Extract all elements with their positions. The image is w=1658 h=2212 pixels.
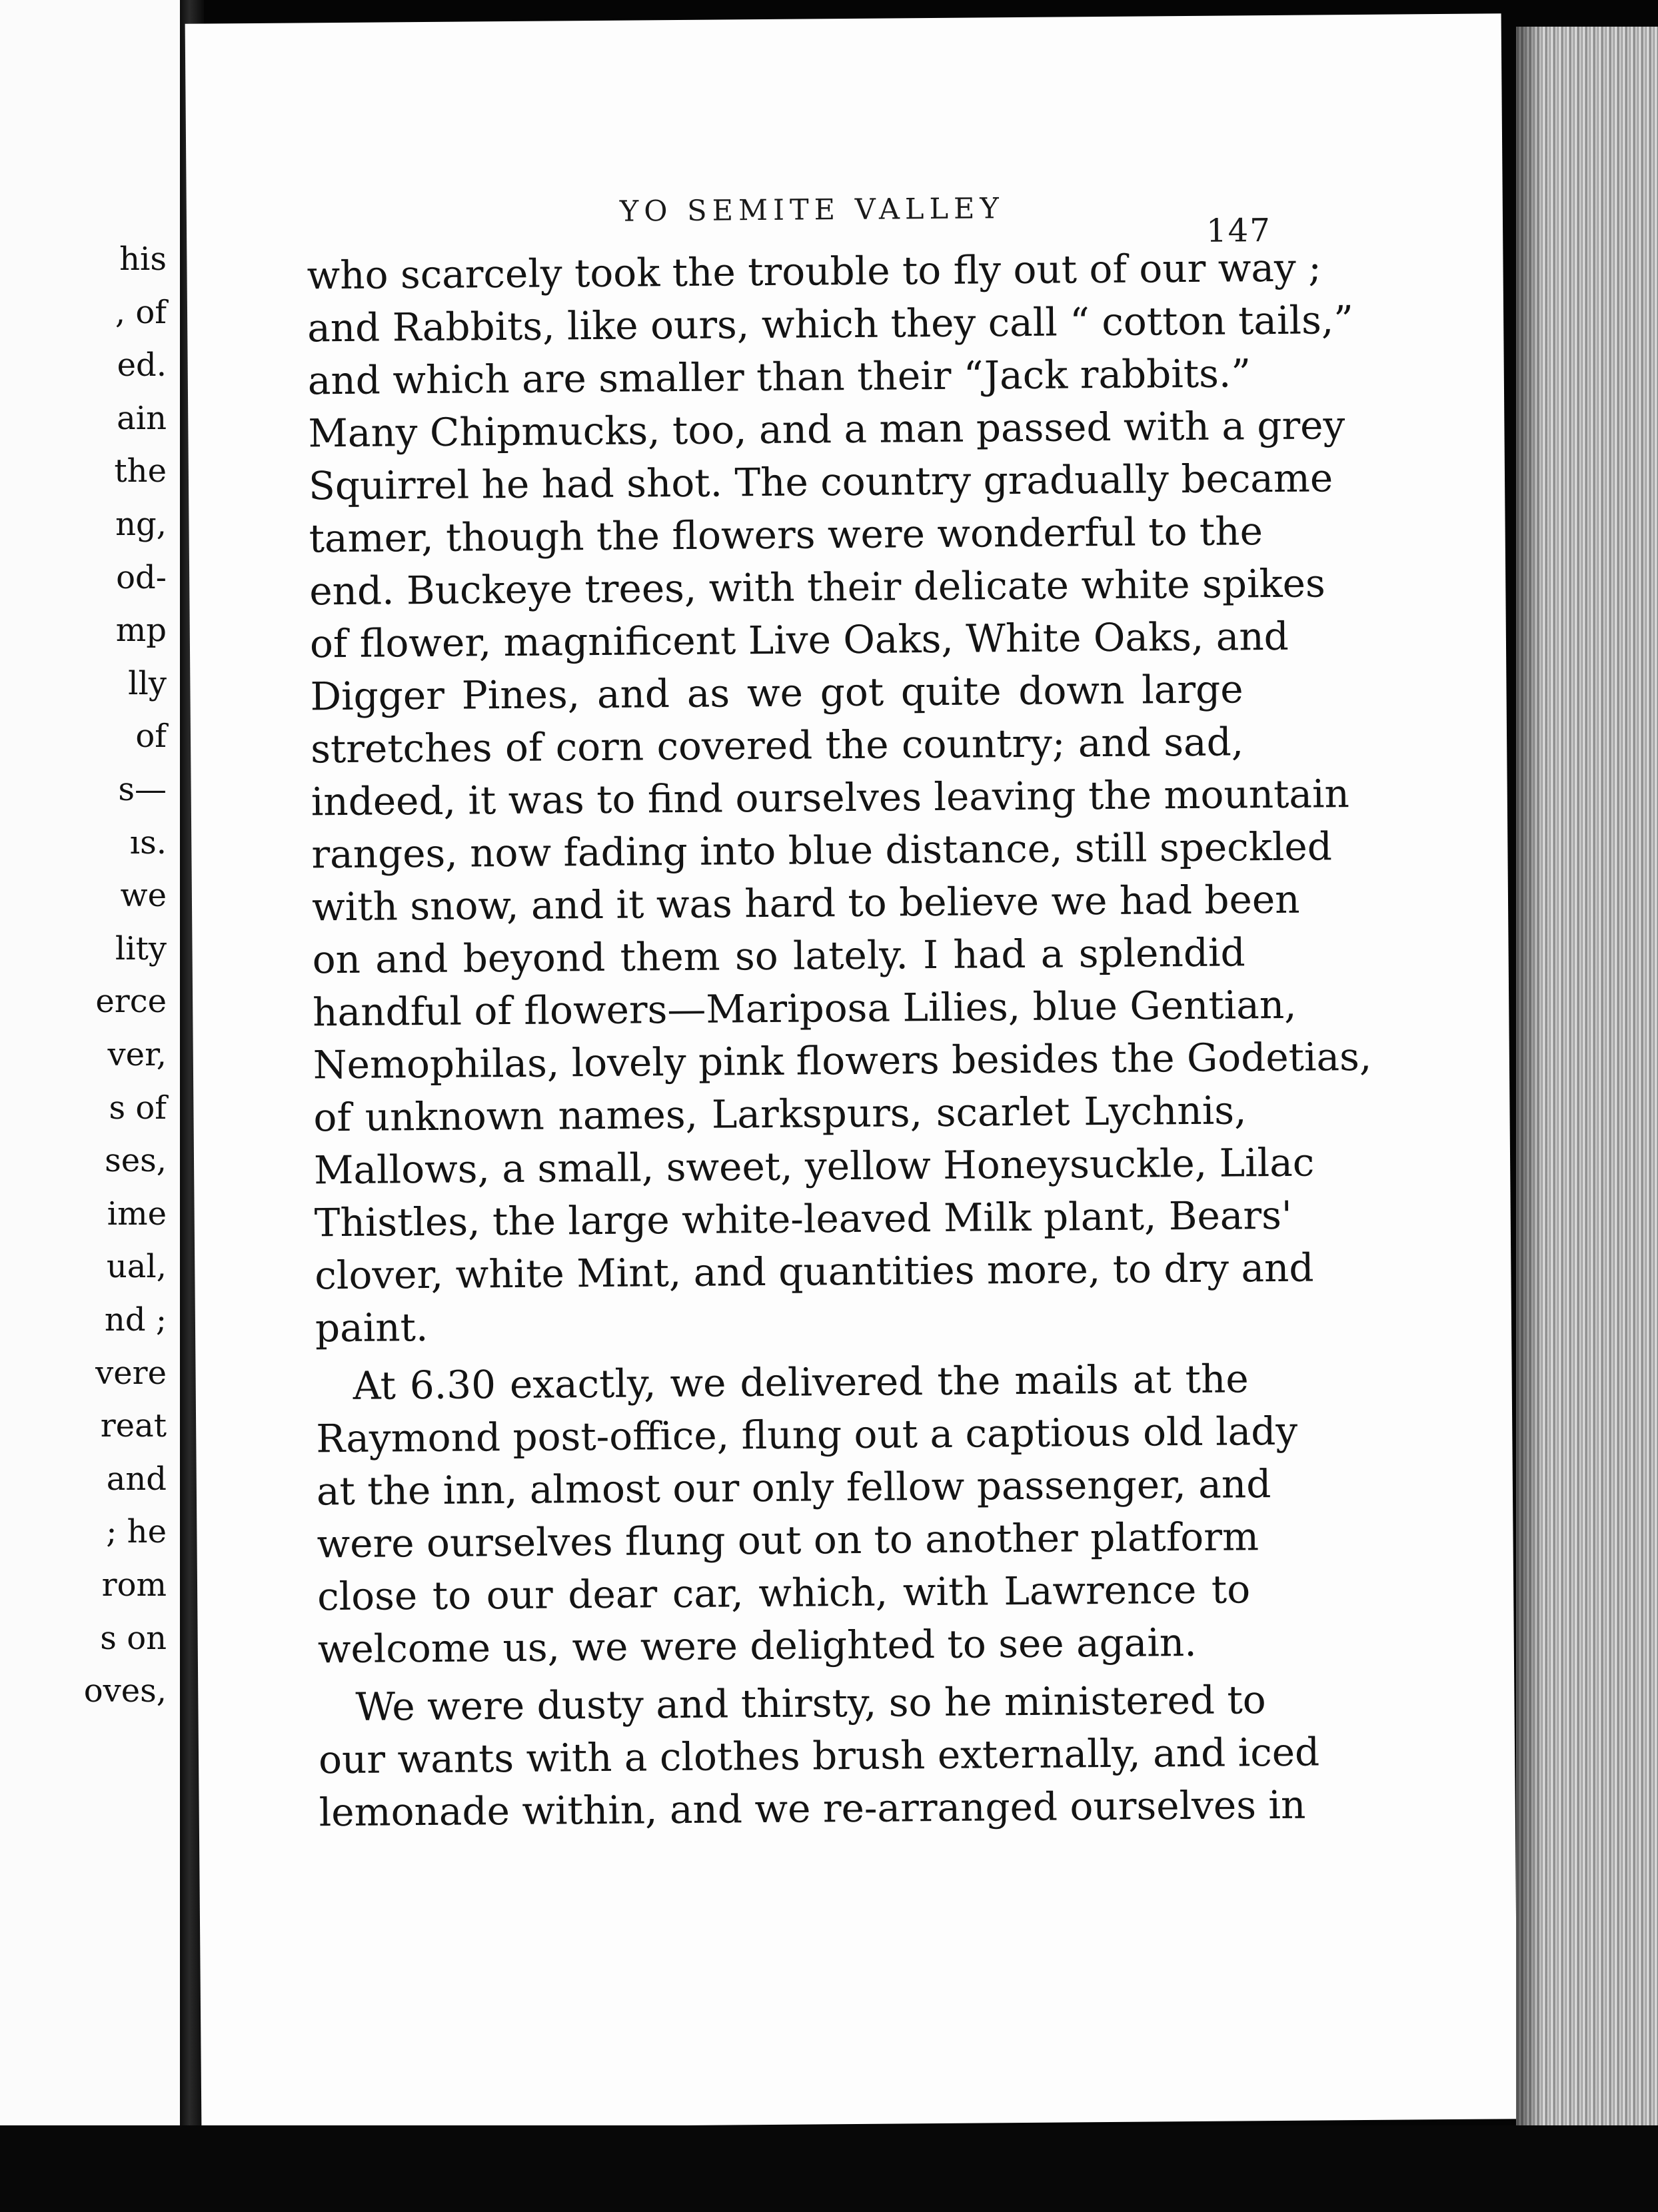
text-line: on and beyond them so lately. I had a splendid [312,929,1245,983]
text-line: tamer, though the flowers were wonderful to the [309,508,1263,562]
text-line: clover, white Mint, and quantities more, to dry and [315,1245,1314,1299]
paragraph-2 [315,1353,1298,1676]
left-page-line-fragment: ng, [115,506,167,543]
text-line: Many Chipmucks, too, and a man passed with a grey [308,402,1345,456]
text-line: paint. [315,1305,428,1351]
text-line: Squirrel he had shot. The country gradually became [308,455,1333,509]
left-page-line-fragment: s on [100,1619,167,1657]
paragraph-1 [307,242,1372,1355]
left-page-line-fragment: ed. [117,346,167,384]
text-line: of flower, magnificent Live Oaks, White Oaks, and [309,613,1289,667]
left-page-line-fragment: mp [115,612,167,650]
text-line: with snow, and it was hard to believe we had been [311,876,1300,930]
paragraph-3 [318,1674,1320,1839]
body-text [307,242,1372,1839]
text-line: Mallows, a small, sweet, yellow Honeysuckle, Lilac [313,1139,1315,1193]
right-page [185,13,1518,2129]
left-page-line-fragment: oves, [83,1672,167,1710]
left-page-line-fragment: rom [101,1566,167,1604]
left-facing-page [0,0,191,2125]
left-page-line-fragment: , of [115,293,167,331]
text-line: We were dusty and thirsty, so he ministered to [355,1677,1266,1730]
text-line: stretches of corn covered the country; and sad, [310,719,1244,772]
fore-edge-shadow [1516,27,1543,2125]
left-page-line-fragment: ıs. [129,824,167,861]
left-page-line-fragment: lly [128,664,167,702]
left-page-line-fragment: s— [118,771,167,808]
left-page-line-fragment: lity [115,929,167,967]
text-line: indeed, it was to find ourselves leaving the mountain [311,771,1350,825]
page-number: 147 [1206,212,1271,250]
left-page-line-fragment: erce [95,983,167,1021]
left-page-line-fragment: ain [117,399,167,437]
left-page-line-fragment: ; he [106,1513,167,1551]
left-page-line-fragment: ime [107,1195,167,1233]
left-page-line-fragment: nd ; [104,1301,167,1339]
left-page-line-fragment: and [106,1460,167,1498]
text-line: close to our dear car, which, with Lawrence to [317,1566,1251,1620]
text-line: welcome us, we were delighted to see again. [317,1619,1197,1672]
left-page-line-fragment: ses, [105,1142,167,1180]
left-page-line-fragment: ual, [106,1248,167,1286]
left-page-line-fragment: od- [116,558,167,596]
left-page-line-fragment: of [135,718,167,756]
text-line: end. Buckeye trees, with their delicate white spikes [309,560,1325,614]
text-line: and which are smaller than their “Jack rabbits.” [307,350,1251,404]
scan-bottom-border [0,2125,1658,2212]
text-line: of unknown names, Larkspurs, scarlet Lychnis, [313,1087,1247,1141]
left-page-line-fragment: vere [95,1354,167,1392]
running-head: YO SEMITE VALLEY [619,192,1005,229]
text-line: lemonade within, and we re-arranged ourselves in [319,1782,1306,1836]
text-line: ranges, now fading into blue distance, still speckled [311,824,1333,877]
text-line: our wants with a clothes brush externally, and iced [318,1729,1320,1783]
text-line: Raymond post-office, flung out a captious old lady [316,1408,1298,1462]
text-line: at the inn, almost our only fellow passenger, and [316,1461,1271,1514]
left-page-line-fragment: ver, [107,1036,167,1073]
left-page-line-fragment: the [114,452,167,490]
left-page-line-fragment: his [119,241,167,278]
text-line: At 6.30 exactly, we delivered the mails at the [353,1356,1249,1408]
text-line: Digger Pines, and as we got quite down large [310,666,1244,720]
text-line: Thistles, the large white-leaved Milk plant, Bears' [314,1192,1293,1246]
text-line: and Rabbits, like ours, which they call “ cotton tails,” [307,297,1354,351]
text-line: were ourselves flung out on to another platform [317,1514,1259,1567]
text-line: handful of flowers—Mariposa Lilies, blue Gentian, [313,981,1297,1035]
text-line: Nemophilas, lovely pink flowers besides the Godetias, [313,1033,1372,1088]
left-page-line-fragment: we [120,877,167,915]
left-page-line-fragment: s of [109,1089,167,1127]
text-line: who scarcely took the trouble to fly out of our way ; [307,245,1321,298]
left-page-line-fragment: reat [100,1407,167,1445]
